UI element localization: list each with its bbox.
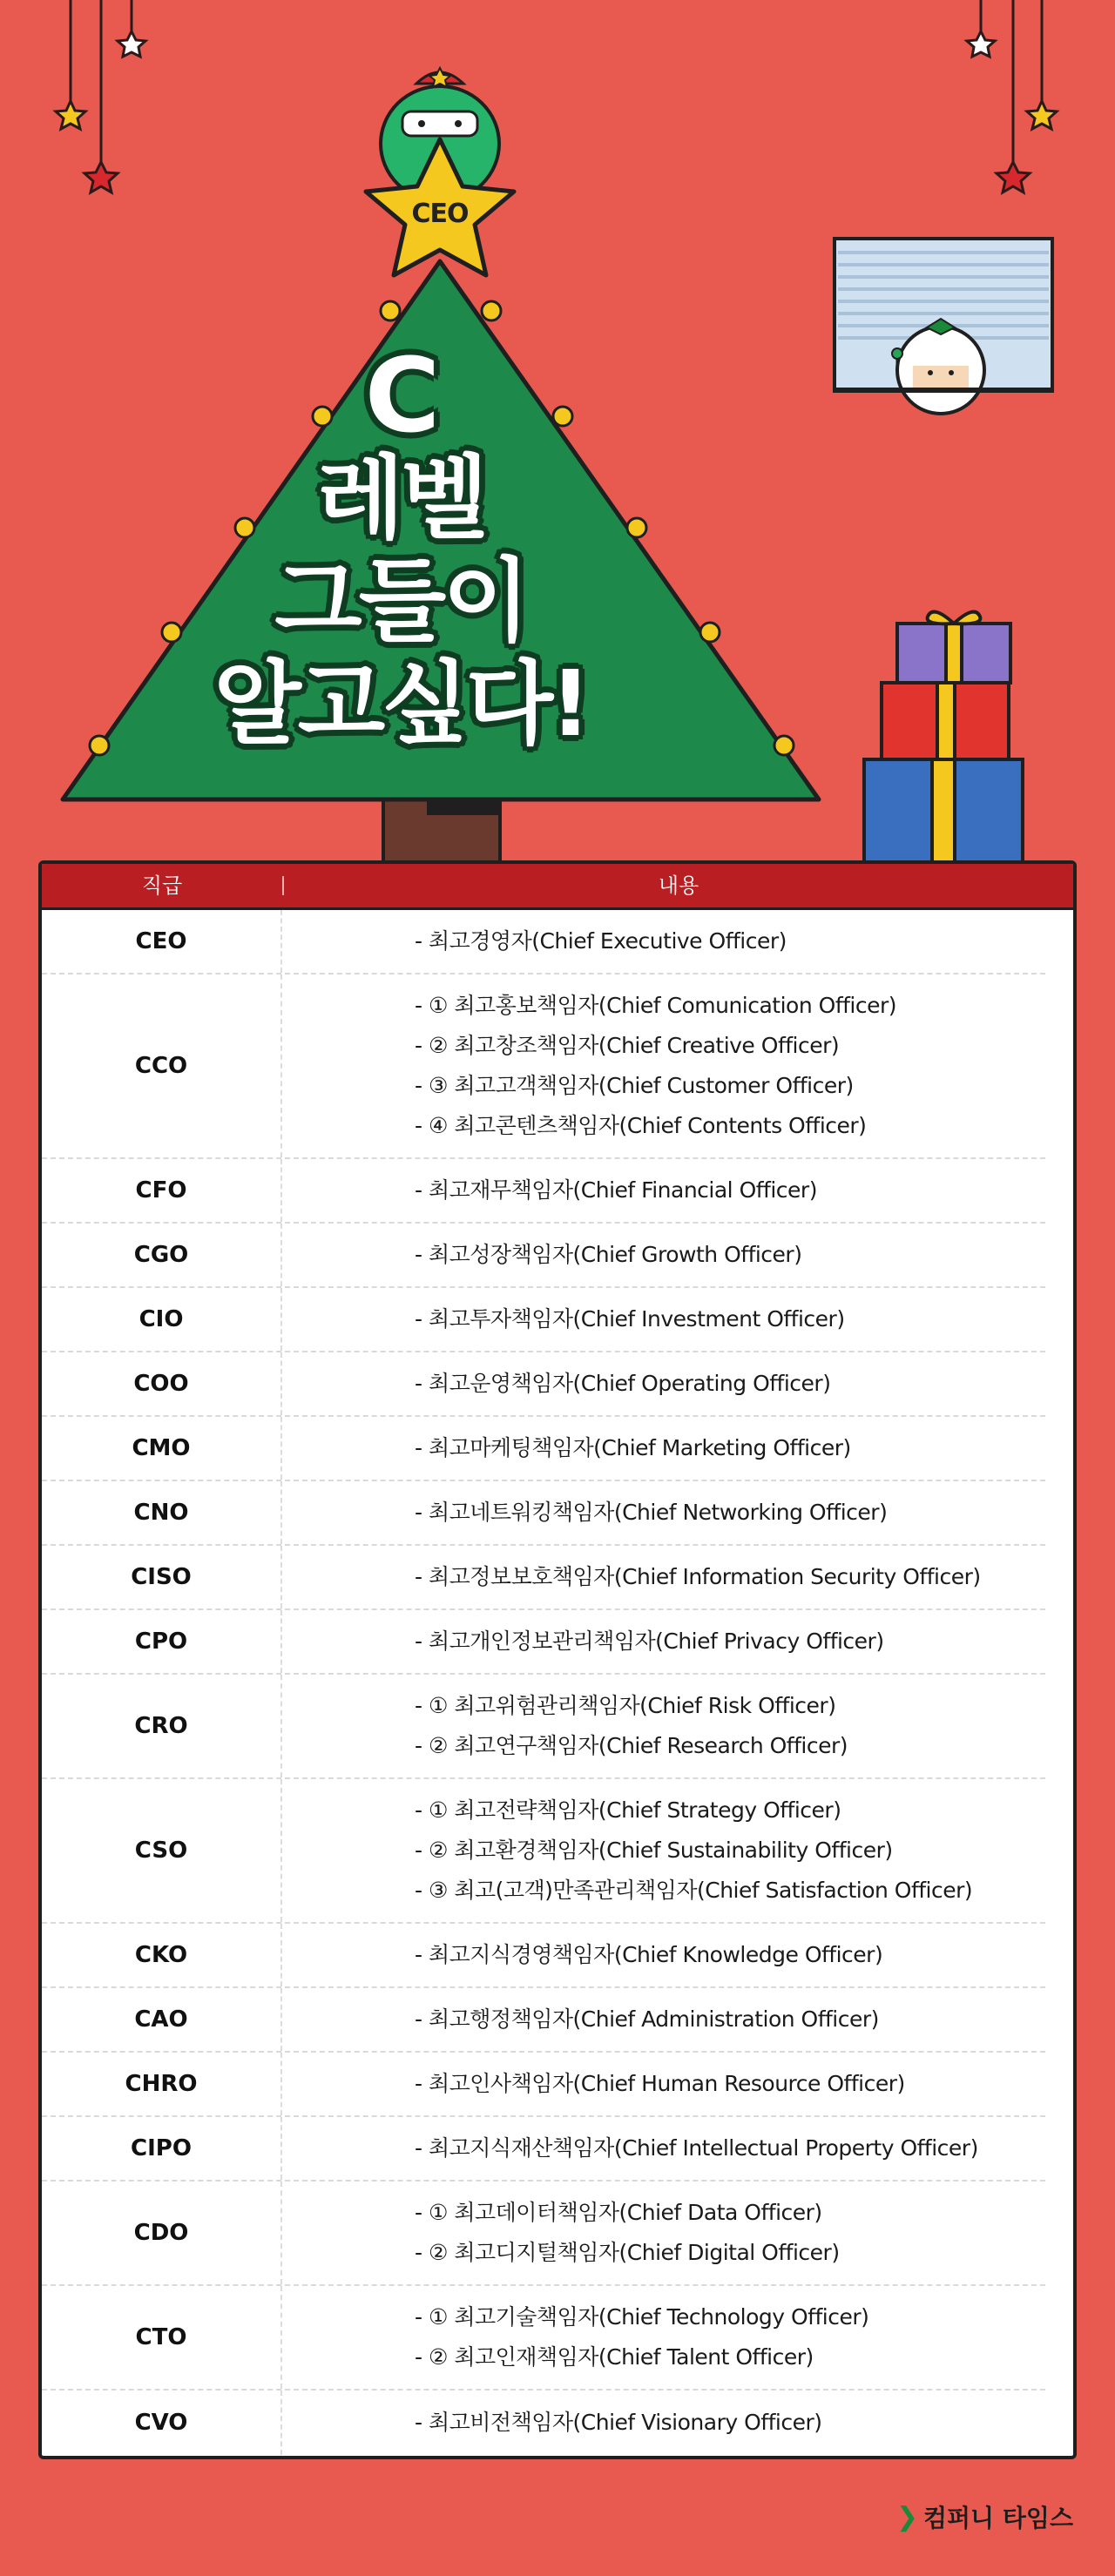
hanging-stars-left xyxy=(71,0,132,165)
table-row xyxy=(42,1610,1045,1675)
rank-code: CRO xyxy=(42,1675,282,1777)
rank-code: CCO xyxy=(42,974,282,1157)
description-line: - 최고비전책임자(Chief Visionary Officer) xyxy=(415,2410,822,2435)
rank-description xyxy=(282,1493,887,1533)
rank-code: CIPO xyxy=(42,2117,282,2180)
description-line: - 최고재무책임자(Chief Financial Officer) xyxy=(415,1177,817,1203)
description-line: - ② 최고창조책임자(Chief Creative Officer) xyxy=(415,1033,840,1058)
description-line: - 최고행정책임자(Chief Administration Officer) xyxy=(415,2006,879,2032)
table-row xyxy=(42,974,1045,1159)
table-row xyxy=(42,1779,1045,1924)
description-line: - 최고투자책임자(Chief Investment Officer) xyxy=(415,1306,845,1332)
rank-description xyxy=(282,1235,801,1275)
rank-description xyxy=(282,1935,882,1975)
rank-code: CVO xyxy=(42,2391,282,2455)
table-row xyxy=(42,1417,1045,1481)
rank-code: CNO xyxy=(42,1481,282,1544)
description-line: - ③ 최고고객책임자(Chief Customer Officer) xyxy=(415,1073,854,1098)
description-line: - ④ 최고콘텐츠책임자(Chief Contents Officer) xyxy=(415,1113,867,1138)
description-line: - ② 최고환경책임자(Chief Sustainability Officer) xyxy=(415,1838,893,1863)
rank-description xyxy=(282,1364,830,1404)
rank-description xyxy=(282,1299,845,1339)
table-row xyxy=(42,1924,1045,1988)
hero-title xyxy=(174,335,627,757)
description-line: - ② 최고디지털책임자(Chief Digital Officer) xyxy=(415,2240,840,2265)
description-line: - 최고운영책임자(Chief Operating Officer) xyxy=(415,1371,831,1396)
rank-code: COO xyxy=(42,1352,282,1415)
gift-boxes xyxy=(864,612,1023,862)
rank-code: CMO xyxy=(42,1417,282,1480)
description-line: - ① 최고홍보책임자(Chief Comunication Officer) xyxy=(415,993,897,1018)
title-line: C xyxy=(364,335,437,455)
table-row xyxy=(42,2053,1045,2117)
table-row xyxy=(42,1159,1045,1224)
rank-description xyxy=(282,1999,879,2040)
table-row xyxy=(42,1675,1045,1779)
description-line: - 최고지식경영책임자(Chief Knowledge Officer) xyxy=(415,1942,883,1967)
rank-code: CKO xyxy=(42,1924,282,1986)
description-line: - 최고정보보호책임자(Chief Information Security Officer) xyxy=(415,1564,981,1589)
rank-code: CGO xyxy=(42,1224,282,1286)
description-line: - 최고경영자(Chief Executive Officer) xyxy=(415,928,787,954)
rank-description xyxy=(282,2297,868,2377)
rank-code: CFO xyxy=(42,1159,282,1222)
c-level-table xyxy=(38,860,1077,2459)
hero-illustration xyxy=(0,0,1115,862)
star-label: CEO xyxy=(411,199,469,229)
title-line: 그들이 xyxy=(274,548,527,654)
rank-code: CEO xyxy=(42,910,282,973)
table-header xyxy=(42,864,1073,910)
description-line: - ① 최고기술책임자(Chief Technology Officer) xyxy=(415,2304,869,2330)
description-line: - 최고개인정보관리책임자(Chief Privacy Officer) xyxy=(415,1629,884,1654)
rank-description xyxy=(282,1170,817,1210)
title-line: 알고싶다! xyxy=(213,651,588,757)
description-line: - ① 최고전략책임자(Chief Strategy Officer) xyxy=(415,1797,841,1823)
description-line: - ② 최고연구책임자(Chief Research Officer) xyxy=(415,1733,848,1758)
rank-description xyxy=(282,2403,821,2443)
title-line: 레벨 xyxy=(316,445,485,551)
table-row xyxy=(42,1988,1045,2053)
description-line: - 최고마케팅책임자(Chief Marketing Officer) xyxy=(415,1435,851,1460)
table-body xyxy=(42,910,1045,2455)
rank-description xyxy=(282,1428,851,1468)
rank-description xyxy=(282,2128,978,2168)
rank-description xyxy=(282,2064,905,2104)
description-line: - 최고네트워킹책임자(Chief Networking Officer) xyxy=(415,1500,888,1525)
table-row xyxy=(42,1288,1045,1352)
description-line: - 최고인사책임자(Chief Human Resource Officer) xyxy=(415,2071,905,2096)
rank-description xyxy=(282,1557,981,1597)
description-line: - 최고성장책임자(Chief Growth Officer) xyxy=(415,1242,802,1267)
rank-description xyxy=(282,921,787,961)
table-row xyxy=(42,1352,1045,1417)
table-row xyxy=(42,1481,1045,1546)
header-content: 내용 xyxy=(658,873,699,898)
rank-code: CAO xyxy=(42,1988,282,2051)
rank-description xyxy=(282,1622,884,1662)
rank-description xyxy=(282,1790,972,1911)
rank-description xyxy=(282,986,896,1146)
header-rank: 직급 xyxy=(141,873,183,898)
description-line: - ① 최고위험관리책임자(Chief Risk Officer) xyxy=(415,1693,836,1718)
logo-mark-icon: ❯ xyxy=(895,2501,918,2532)
rank-code: CISO xyxy=(42,1546,282,1608)
description-line: - ① 최고데이터책임자(Chief Data Officer) xyxy=(415,2200,822,2225)
table-row xyxy=(42,2182,1045,2286)
logo-text: 컴퍼니 타임스 xyxy=(922,2504,1073,2532)
rank-description xyxy=(282,1686,848,1766)
description-line: - ③ 최고(고객)만족관리책임자(Chief Satisfaction Officer) xyxy=(415,1878,973,1903)
table-row xyxy=(42,2117,1045,2182)
window-illustration xyxy=(835,239,1052,414)
rank-code: CSO xyxy=(42,1779,282,1922)
rank-code: CIO xyxy=(42,1288,282,1351)
description-line: - ② 최고인재책임자(Chief Talent Officer) xyxy=(415,2344,814,2370)
rank-code: CHRO xyxy=(42,2053,282,2115)
table-row xyxy=(42,910,1045,974)
rank-code: CDO xyxy=(42,2182,282,2284)
description-line: - 최고지식재산책임자(Chief Intellectual Property Officer) xyxy=(415,2135,978,2161)
table-row xyxy=(42,1546,1045,1610)
rank-code: CTO xyxy=(42,2286,282,2389)
rank-description xyxy=(282,2193,840,2273)
table-row xyxy=(42,2286,1045,2391)
table-row xyxy=(42,1224,1045,1288)
company-logo xyxy=(896,2499,1073,2534)
rank-code: CPO xyxy=(42,1610,282,1673)
table-row xyxy=(42,2391,1045,2455)
